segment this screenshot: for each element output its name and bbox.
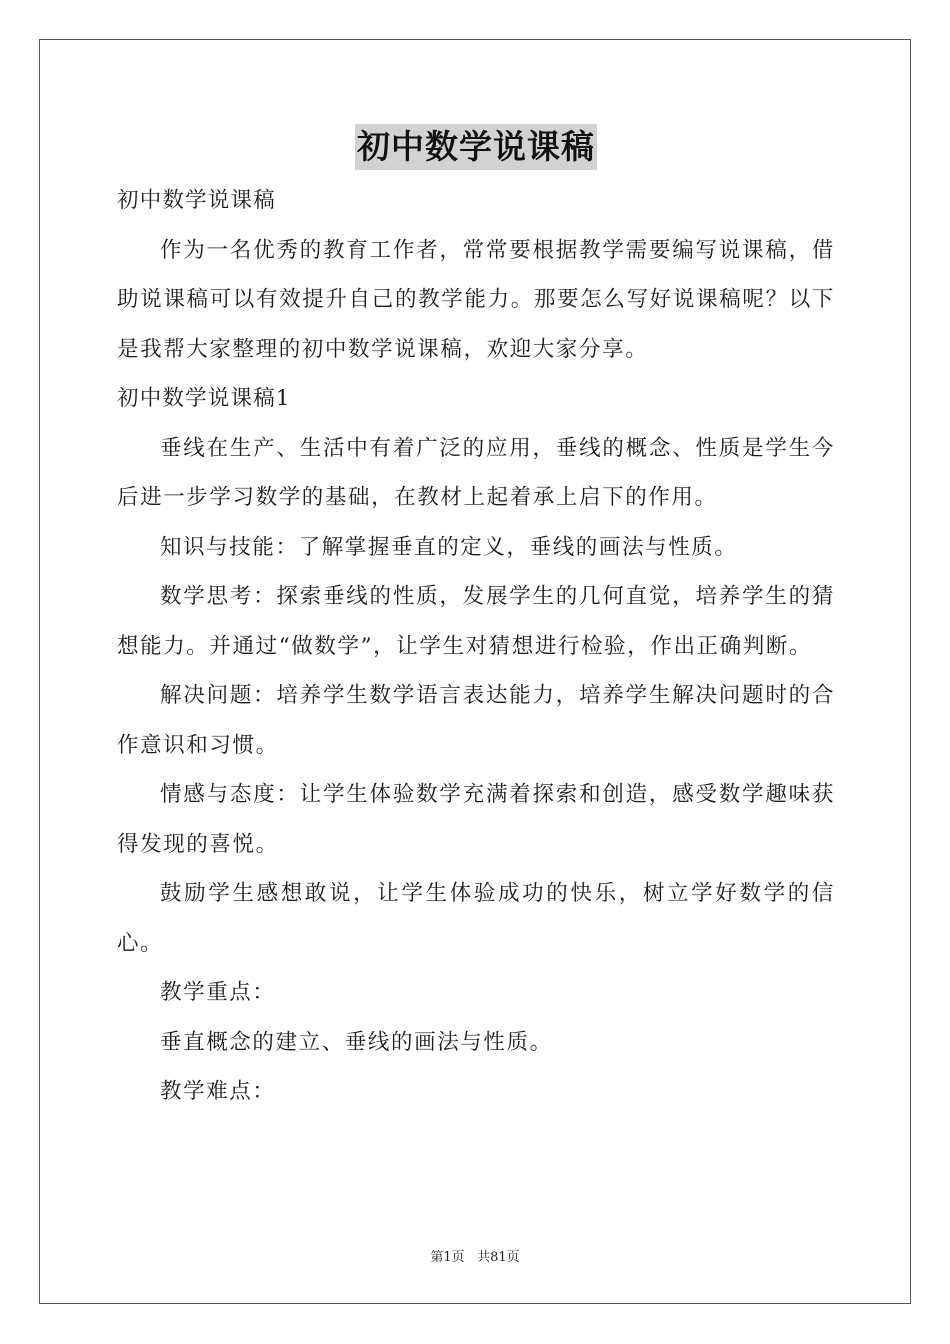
intro-paragraph: 作为一名优秀的教育工作者，常常要根据教学需要编写说课稿，借助说课稿可以有效提升自己的教学能力。那要怎么写好说课稿呢？以下是我帮大家整理的初中数学说课稿，欢迎大家分享。 [117, 237, 835, 362]
paragraph-teaching-focus: 垂直概念的建立、垂线的画法与性质。 [160, 1029, 553, 1055]
document-title: 初中数学说课稿 [355, 124, 597, 170]
section-heading-1: 初中数学说课稿1 [117, 386, 291, 411]
page-total: 共81页 [477, 1250, 520, 1265]
subtitle-line: 初中数学说课稿 [117, 188, 276, 213]
title-wrapper [117, 124, 835, 176]
document-body [117, 124, 835, 1117]
page-footer [0, 1246, 950, 1265]
paragraph-math-thinking: 数学思考：探索垂线的性质，发展学生的几何直觉，培养学生的猜想能力。并通过“做数学”，让学生对猜想进行检验，作出正确判断。 [117, 584, 835, 659]
paragraph-problem-solving: 解决问题：培养学生数学语言表达能力，培养学生解决问题时的合作意识和习惯。 [117, 683, 835, 758]
paragraph-knowledge-skills: 知识与技能：了解掌握垂直的定义，垂线的画法与性质。 [160, 534, 738, 560]
label-teaching-difficulty: 教学难点： [160, 1079, 276, 1104]
paragraph-perpendicular-intro: 垂线在生产、生活中有着广泛的应用，垂线的概念、性质是学生今后进一步学习数学的基础，在教材上起着承上启下的作用。 [117, 435, 835, 510]
page-number: 第1页 [430, 1250, 465, 1265]
paragraph-emotion-attitude: 情感与态度：让学生体验数学充满着探索和创造，感受数学趣味获得发现的喜悦。 [117, 782, 835, 857]
paragraph-encourage: 鼓励学生感想敢说，让学生体验成功的快乐，树立学好数学的信心。 [117, 881, 835, 956]
label-teaching-focus: 教学重点： [160, 980, 276, 1005]
